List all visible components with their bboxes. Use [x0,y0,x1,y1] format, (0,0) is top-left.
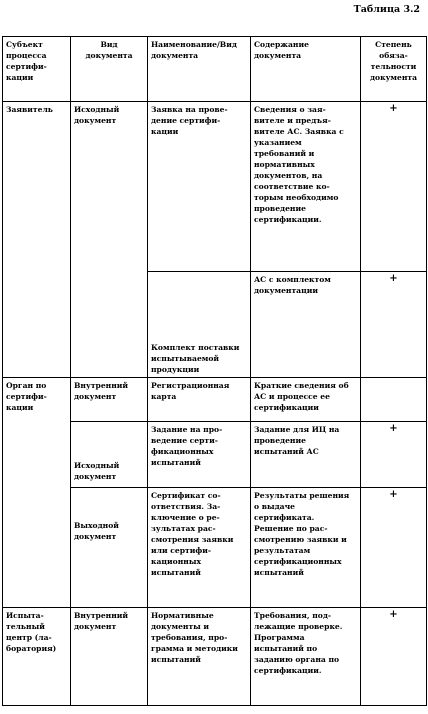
cell-name-test-center: Нормативные документы и требования, про- грамма и методики испытаний [148,608,251,706]
cell-name-cert-body-1: Регистрационная карта [148,378,251,422]
cell-mark-test-center: + [361,608,427,706]
cell-content-cert-body-2: Задание для ИЦ на проведение испытаний АС [251,422,361,488]
cell-content-cert-body-1: Краткие сведения об АС и процессе ее сертификации [251,378,361,422]
cell-mark-applicant-2: + [361,272,427,378]
cell-mark-cert-body-2: + [361,422,427,488]
cell-kind-cert-body-1: Внутренний документ [71,378,148,422]
cell-kind-applicant: Исходный документ [71,102,148,378]
cell-name-cert-body-2: Задание на про- ведение серти- фикационных испытаний [148,422,251,488]
table-row [3,102,427,272]
cell-kind-cert-body-3: Выходной документ [71,488,148,608]
cell-subject-applicant: Заявитель [3,102,71,378]
table-caption: Таблица 3.2 [353,4,420,15]
header-obligation: Степень обяза- тельности документа [361,37,427,102]
table-row [3,378,427,422]
cell-mark-cert-body-3: + [361,488,427,608]
header-subject: Субъект процесса сертифи- кации [3,37,71,102]
cell-name-cert-body-3: Сертификат со- ответствия. За- ключение о ре- зультатах рас- смотрения заявки или сертифи- кационных испытаний [148,488,251,608]
cell-content-test-center: Требования, под- лежащие проверке. Программа испытаний по заданию органа по сертификации. [251,608,361,706]
cell-content-cert-body-3: Результаты решения о выдаче сертификата. Решение по рас- смотрению заявки и результатам сертификационных испытаний [251,488,361,608]
cell-subject-cert-body: Орган по сертифи- кации [3,378,71,608]
cell-content-applicant-1: Сведения о зая- вителе и предъя- вителе АС. Заявка с указанием требований и нормативных документов, на соответствие ко- торым необходимо проведение сертификации. [251,102,361,272]
cell-name-applicant-1: Заявка на прове- дение сертифи- кации [148,102,251,272]
cell-kind-test-center: Внутренний документ [71,608,148,706]
header-content: Содержание документа [251,37,361,102]
cell-mark-cert-body-1 [361,378,427,422]
table-row [3,608,427,706]
cell-name-applicant-2: Комплект поставки испытываемой продукции [148,272,251,378]
cell-content-applicant-2: АС с комплектом документации [251,272,361,378]
certification-documents-table [2,36,427,706]
cell-kind-cert-body-2: Исходный документ [71,422,148,488]
cell-mark-applicant-1: + [361,102,427,272]
table-header-row [3,37,427,102]
header-doc-name: Наименование/Вид документа [148,37,251,102]
cell-subject-test-center: Испыта- тельный центр (ла- боратория) [3,608,71,706]
header-doc-kind: Вид документа [71,37,148,102]
